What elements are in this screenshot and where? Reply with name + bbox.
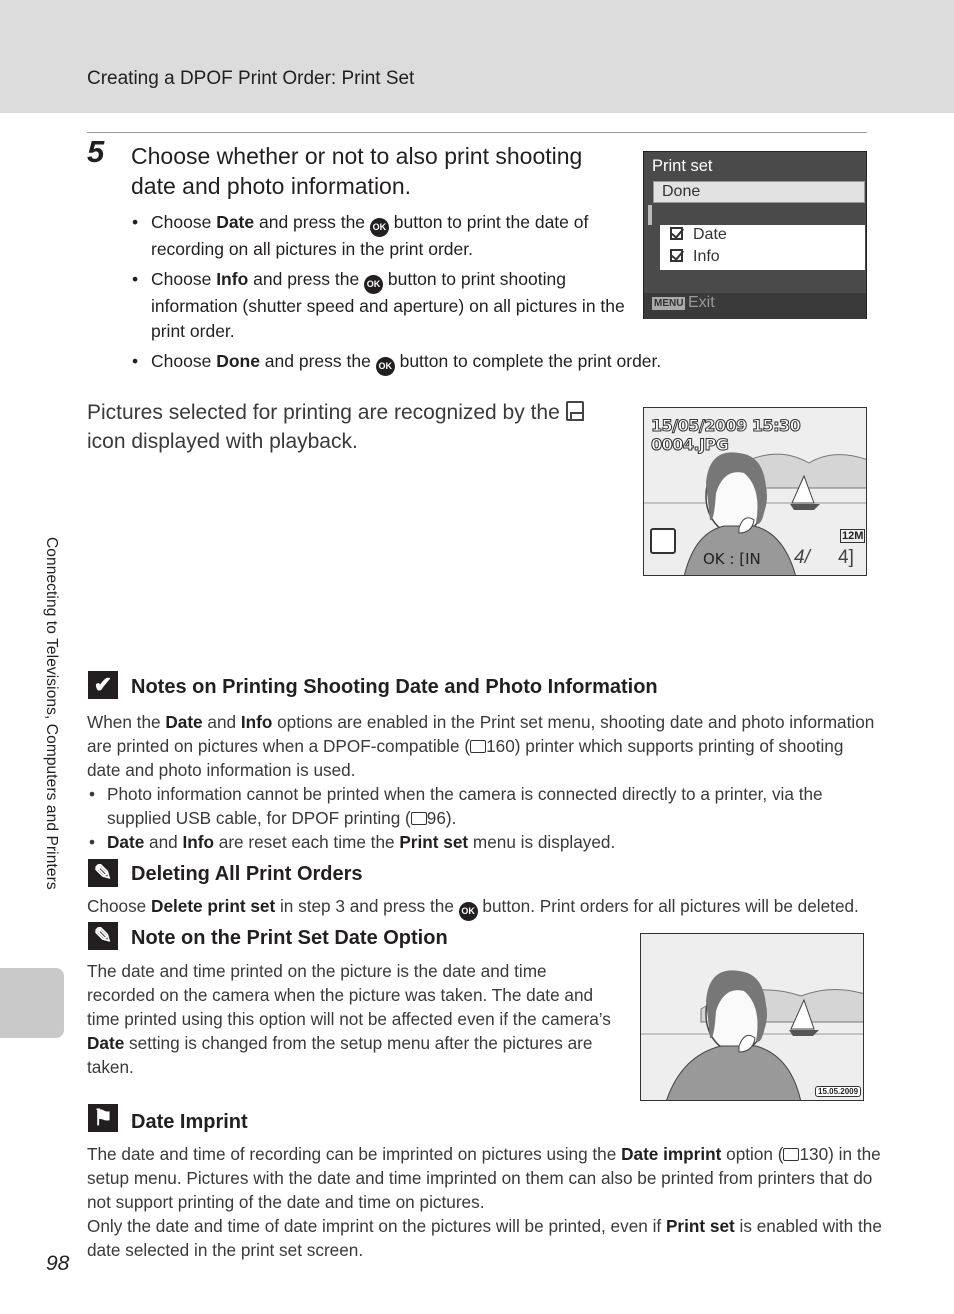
step-bullets [130, 210, 662, 380]
pencil-note-icon: ✎ [88, 922, 118, 950]
notes-printing-heading: Notes on Printing Shooting Date and Photo Information [131, 676, 658, 698]
notes-printing-bullet-2: • Date and Info are reset each time the Print set menu is displayed. [87, 830, 877, 854]
notes-printing-bullet-1: • Photo information cannot be printed when the camera is connected directly to a printer, via the supplied USB cable, for DPOF printing ( 96). [87, 782, 877, 830]
print-set-screen [643, 151, 867, 319]
section-side-label: Connecting to Televisions, Computers and Printers [43, 537, 60, 890]
menu-button-icon: MENU [654, 298, 684, 309]
notes-printing-body [87, 710, 877, 854]
step-title: Choose whether or not to also print shooting date and photo information. [131, 143, 583, 199]
recognized-paragraph: Pictures selected for printing are recognized by the icon displayed with playback. [87, 398, 607, 456]
deleting-heading: Deleting All Print Orders [131, 863, 363, 885]
lcd-title: Print set [652, 157, 713, 175]
ok-button-icon: OK [370, 218, 389, 237]
bullet-done: • Choose Done and press the OK button to complete the print order. [130, 349, 730, 376]
header-title: Creating a DPOF Print Order: Print Set [87, 68, 415, 89]
imprint-heading: Date Imprint [131, 1111, 248, 1133]
checkbox-icon [670, 227, 683, 240]
lcd-done-option: Done [653, 181, 865, 203]
reference-book-icon [783, 1148, 799, 1161]
deleting-body: Choose Delete print set in step 3 and press the OK button. Print orders for all pictures will be deleted. [87, 894, 887, 921]
section-tab [0, 968, 64, 1038]
sample-photo-illustration [641, 934, 864, 1101]
bullet-info: • Choose Info and press the OK button to print shooting information (shutter speed and aperture) on all pictures in the print order. [130, 267, 630, 345]
checkmark-note-icon: ✔ [88, 671, 118, 699]
imprint-paragraph-2: Only the date and time of date imprint on the pictures will be printed, even if Print set is enabled with the date selected in the print set screen. [87, 1216, 882, 1260]
ok-button-icon: OK [376, 357, 395, 376]
imprint-paragraph-1: The date and time of recording can be imprinted on pictures using the Date imprint option ( 130) in the setup menu. Pictures with the date and time imprinted on them can also be printed from printers that do not support printing of the date and time on pictures. [87, 1144, 881, 1212]
playback-count: 4/ [794, 547, 810, 568]
step-number: 5 [87, 134, 105, 169]
playback-screen [643, 407, 867, 576]
imprinted-date: 15.05.2009 [815, 1086, 861, 1097]
divider [87, 132, 867, 133]
page-number: 98 [46, 1252, 70, 1275]
ok-button-icon: OK [364, 275, 383, 294]
playback-total: 4] [838, 547, 854, 568]
notes-printing-paragraph: When the Date and Info options are enabled in the Print set menu, shooting date and photo information are printed on pictures when a DPOF-compatible ( 160) printer which supports printing of shooting date and photo information is used. [87, 712, 875, 780]
lcd-date-option: Date [670, 226, 727, 244]
print-order-icon [566, 401, 584, 421]
checkbox-icon [670, 249, 683, 262]
bullet-date: • Choose Date and press the OK button to print the date of recording on all pictures in the print order. [130, 210, 630, 263]
page-header [0, 0, 954, 113]
lcd-bottom-bar [644, 293, 866, 319]
imprint-body [87, 1142, 887, 1262]
date-option-body: The date and time printed on the picture is the date and time recorded on the camera when the picture was taken. The date and time printed using this option will not be affected even if the camera’s Date setting is changed from the setup menu after the pictures are taken. [87, 961, 611, 1077]
date-option-heading: Note on the Print Set Date Option [131, 927, 448, 949]
lcd-scroll-indicator [648, 205, 652, 225]
playback-stamp: 15/05/2009 15:30 0004.JPG [651, 416, 801, 454]
reference-book-icon [411, 812, 427, 825]
playback-bottom-icons: OK : [IN [703, 550, 761, 568]
pencil-note-icon: ✎ [88, 859, 118, 887]
date-sample-photo [640, 933, 864, 1101]
image-size-badge: 12M [842, 530, 864, 542]
imprint-note-icon: ⚑ [88, 1104, 118, 1132]
lcd-options-panel [660, 225, 865, 270]
print-order-icon [650, 528, 676, 554]
lcd-info-option: Info [670, 248, 720, 266]
ok-button-icon: OK [459, 902, 478, 921]
reference-book-icon [470, 740, 486, 753]
lcd-exit-label: Exit [688, 294, 715, 311]
